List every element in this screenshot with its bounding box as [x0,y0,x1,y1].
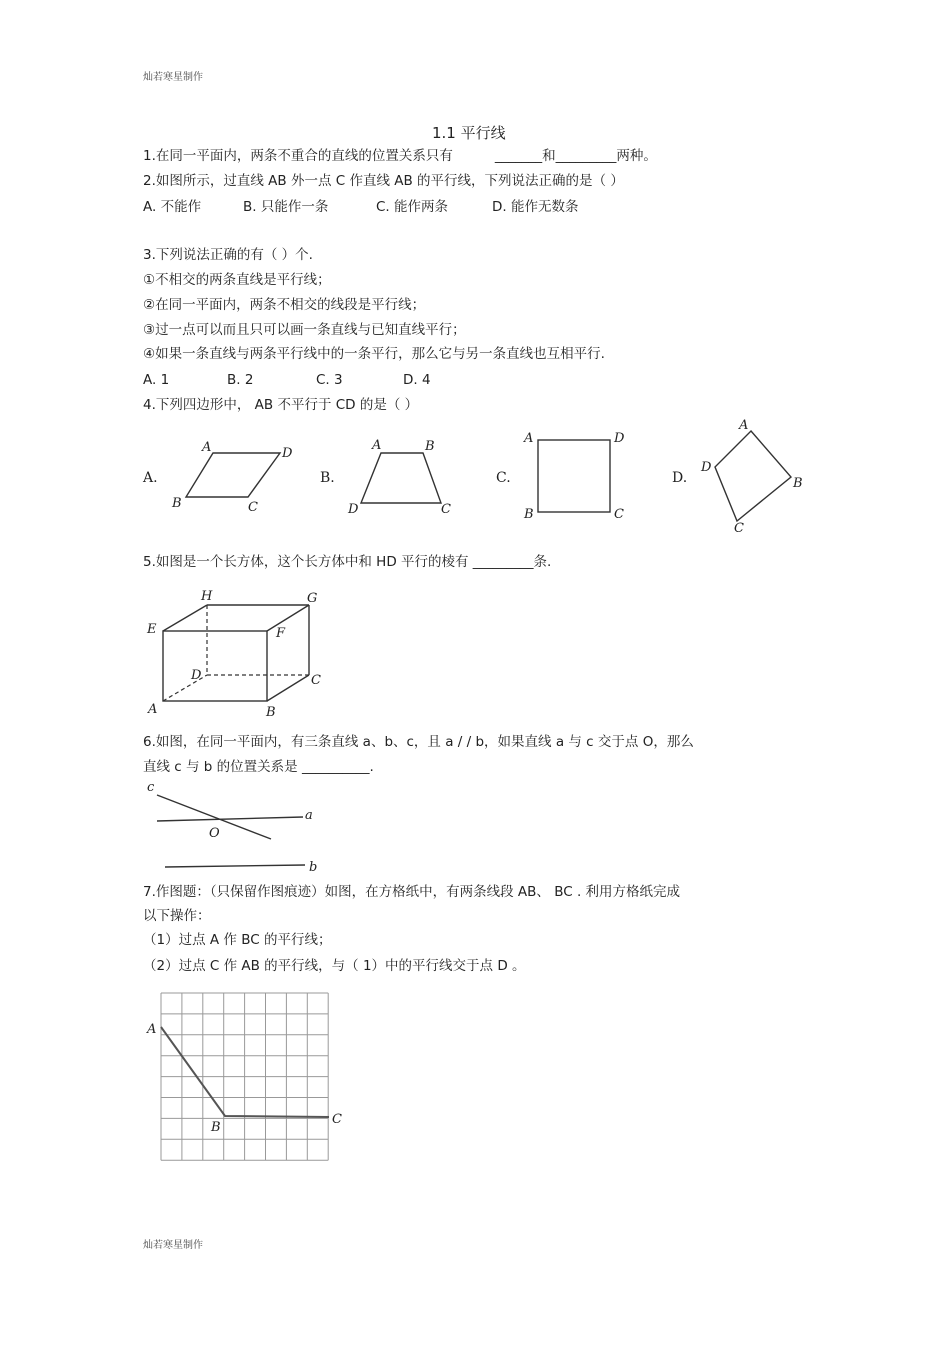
figure-a-label: A. [143,470,158,486]
page-footer: 灿若寒星制作 [143,1240,203,1251]
question-2-option-c: C. 能作两条 [376,199,449,215]
question-3-item-3: ③过一点可以而且只可以画一条直线与已知直线平行； [143,322,466,338]
line-c-label: c [147,780,155,795]
three-lines-figure [143,775,343,880]
grid-point-b: B [211,1120,221,1135]
question-6-line-2: 直线 c 与 b 的位置关系是 __________. [143,759,374,775]
page-title: 1.1 平行线 [432,124,506,142]
question-7-line-2: 以下操作： [143,908,211,924]
question-3-text: 3.下列说法正确的有（ ）个. [143,247,313,263]
cuboid-vertex-h: H [201,589,213,604]
grid-point-c: C [332,1112,342,1127]
question-1 [143,148,657,164]
figure-a-vertex-a: A [202,440,212,455]
figure-c-vertex-c: C [614,507,624,522]
question-3-item-1: ①不相交的两条直线是平行线； [143,272,331,288]
cuboid-vertex-a: A [148,702,158,717]
figure-d-quadrilateral [695,415,815,537]
cuboid-vertex-e: E [147,622,157,637]
figure-b-label: B. [320,470,335,486]
grid-point-a: A [147,1022,157,1037]
figure-a-parallelogram [168,435,298,515]
figure-d-vertex-a: A [739,418,749,433]
figure-c-vertex-a: A [524,431,534,446]
figure-c-square [520,428,635,523]
figure-b-vertex-c: C [441,502,451,517]
question-6-line-1: 6.如图，在同一平面内，有三条直线 a、b、c，且 a / / b，如果直线 a 与 c 交于点 O，那么 [143,734,694,750]
question-3-item-4: ④如果一条直线与两条平行线中的一条平行，那么它与另一条直线也互相平行. [143,346,605,362]
cuboid-vertex-g: G [307,591,318,606]
question-3-item-2: ②在同一平面内，两条不相交的线段是平行线； [143,297,426,313]
page-header: 灿若寒星制作 [143,72,203,83]
figure-c-vertex-b: B [524,507,534,522]
figure-c-vertex-d: D [614,431,625,446]
figure-b-vertex-d: D [348,502,359,517]
question-1-end: 两种。 [616,148,657,164]
question-7-step-2: （2）过点 C 作 AB 的平行线，与（ 1）中的平行线交于点 D 。 [143,958,526,974]
question-2-option-b: B. 只能作一条 [243,199,329,215]
cuboid-vertex-c: C [311,673,321,688]
line-a-label: a [305,808,313,823]
figure-a-vertex-b: B [172,496,182,511]
question-3-option-c: C. 3 [316,372,343,388]
figure-a-vertex-d: D [282,446,293,461]
figure-d-vertex-b: B [793,476,803,491]
question-2-option-d: D. 能作无数条 [492,199,579,215]
question-5-text: 5.如图是一个长方体，这个长方体中和 HD 平行的棱有 _________条. [143,554,552,570]
question-2-option-a: A. 不能作 [143,199,202,215]
line-b-label: b [309,860,318,875]
figure-b-trapezoid [345,433,465,518]
figure-b-vertex-b: B [425,439,435,454]
grid-figure [143,985,358,1165]
figure-b-vertex-a: A [372,438,382,453]
question-3-option-b: B. 2 [227,372,254,388]
cuboid-vertex-f: F [276,626,286,641]
question-1-text: 1.在同一平面内，两条不重合的直线的位置关系只有 [143,148,453,164]
question-1-blank-1: _______ [494,148,543,164]
cuboid-figure [143,585,343,725]
figure-d-vertex-d: D [701,460,712,475]
point-o-label: O [209,826,220,841]
question-1-and: 和 [542,148,556,164]
question-3-option-d: D. 4 [403,372,431,388]
question-2-text: 2.如图所示，过直线 AB 外一点 C 作直线 AB 的平行线，下列说法正确的是（ ） [143,173,624,189]
figure-d-vertex-c: C [734,521,744,536]
cuboid-vertex-b: B [266,705,276,720]
question-7-line-1: 7.作图题：（只保留作图痕迹）如图，在方格纸中，有两条线段 AB、 BC . 利用方格纸完成 [143,884,681,900]
question-4-text: 4.下列四边形中， AB 不平行于 CD 的是（ ） [143,397,419,413]
question-7-step-1: （1）过点 A 作 BC 的平行线； [143,932,332,948]
figure-c-label: C. [496,470,511,486]
question-3-option-a: A. 1 [143,372,170,388]
figure-a-vertex-c: C [248,500,258,515]
cuboid-vertex-d: D [191,668,202,683]
question-1-blank-2: _________ [555,148,617,164]
figure-d-label: D. [672,470,688,486]
